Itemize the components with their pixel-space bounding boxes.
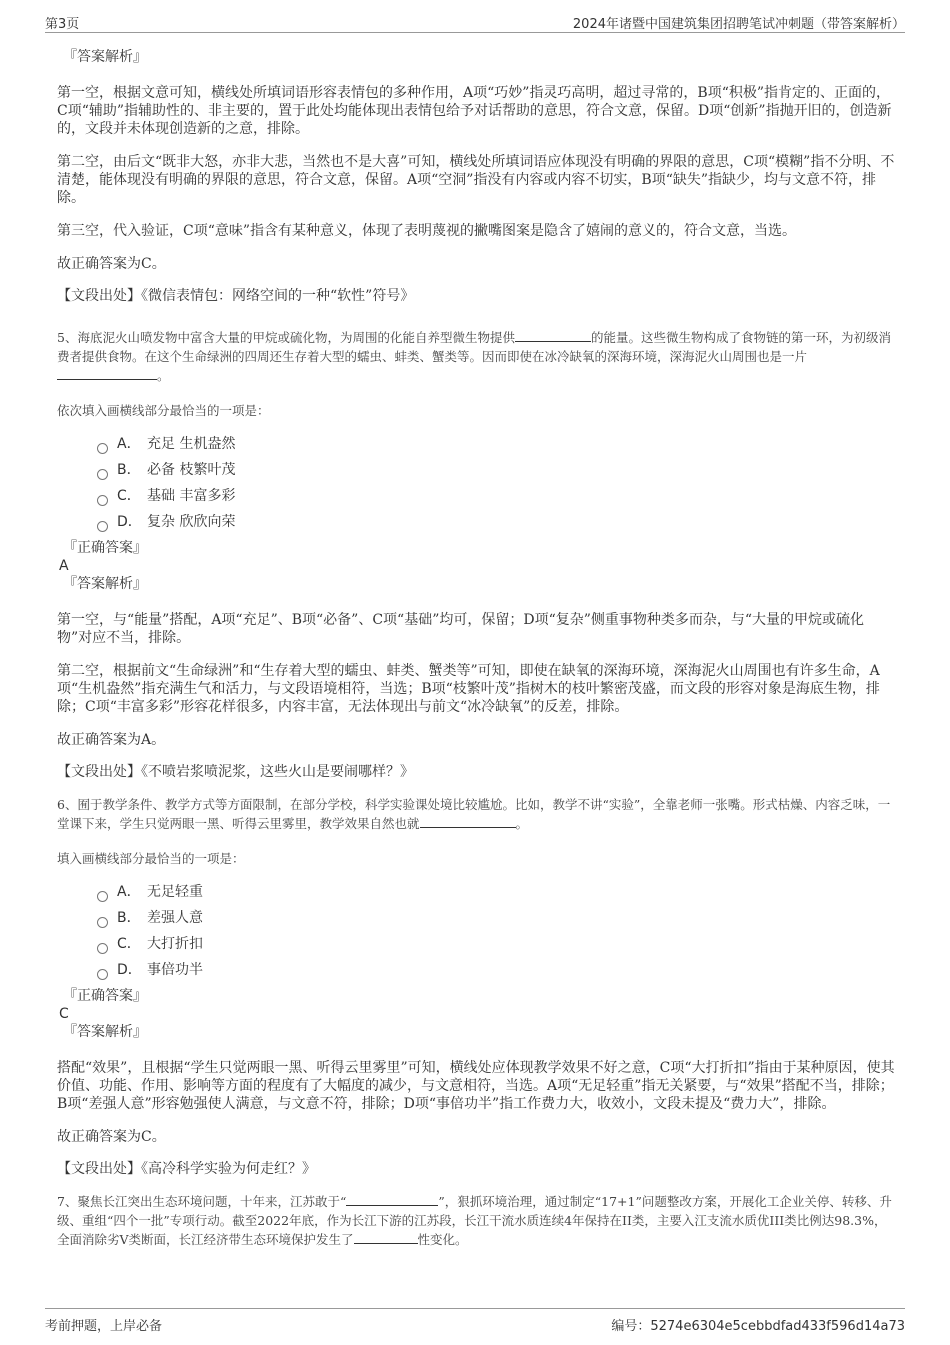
fill-blank — [57, 367, 157, 380]
answer-conclusion: 故正确答案为A。 — [57, 732, 166, 748]
fill-blank — [515, 329, 591, 342]
page-footer — [45, 1308, 905, 1333]
document-id: 编号：5274e6304e5cebbdfad433f596d14a73 — [611, 1319, 905, 1334]
question-7-text: 7、聚焦长江突出生态环境问题，十年来，江苏敢于“ ”，狠抓环境治理，通过制定“17+1”问题整改方案，开展化工企业关停、转移、升级、重组“四个一批”专项行动。截至2022年底，作为长江下游的江苏段，长江干流水质连续4年保持在II类，主要入江支流水质优III类比例达98.3%，全面消除劣V类断面，长江经济带生态环境保护发生了 性变化。 — [57, 1194, 892, 1247]
option-d[interactable]: D． 复杂 欣欣向荣 — [97, 509, 897, 535]
question-6-text: 6、囿于教学条件、教学方式等方面限制，在部分学校，科学实验课处境比较尴尬。比如，教学不讲“实验”，全靠老师一张嘴。形式枯燥、内容乏味，一堂课下来，学生只觉两眼一黑、听得云里雾里，教学效果自然也就 。 — [57, 797, 891, 831]
fill-blank — [420, 815, 516, 828]
correct-answer-tag: 『正确答案』 — [63, 540, 147, 556]
option-b[interactable]: B． 必备 枝繁叶茂 — [97, 457, 897, 483]
radio-icon[interactable] — [97, 469, 108, 480]
passage-source: 【文段出处】《不喷岩浆喷泥浆，这些火山是要闹哪样？》 — [57, 764, 414, 780]
radio-icon[interactable] — [97, 969, 108, 980]
radio-icon[interactable] — [97, 917, 108, 928]
option-d[interactable]: D． 事倍功半 — [97, 957, 897, 983]
passage-source: 【文段出处】《高冷科学实验为何走红？》 — [57, 1161, 316, 1177]
answer-conclusion: 故正确答案为C。 — [57, 1129, 166, 1145]
analysis-paragraph: 第一空，根据文意可知，横线处所填词语形容表情包的多种作用，A项“巧妙”指灵巧高明，超过寻常的，B项“积极”指肯定的、正面的，C项“辅助”指辅助性的、非主要的，置于此处均能体现出表情包给予对话帮助的意思，符合文意，保留。D项“创新”指抛开旧的，创造新的，文段并未体现创造新的之意，排除。 — [57, 85, 892, 137]
analysis-paragraph: 第一空，与“能量”搭配，A项“充足”、B项“必备”、C项“基础”均可，保留；D项“复杂”侧重事物种类多而杂，与“大量的甲烷或硫化物”对应不当，排除。 — [57, 612, 865, 646]
correct-answer: C — [59, 1006, 69, 1022]
radio-icon[interactable] — [97, 521, 108, 532]
analysis-paragraph: 第三空，代入验证，C项“意味”指含有某种意义，体现了表明蔑视的撇嘴图案是隐含了嬉闹的意义的，符合文意，当选。 — [57, 223, 797, 239]
footer-slogan: 考前押题，上岸必备 — [45, 1319, 163, 1334]
option-a[interactable]: A． 无足轻重 — [97, 879, 897, 905]
fill-blank — [346, 1193, 438, 1206]
analysis-tag: 『答案解析』 — [63, 49, 147, 65]
correct-answer-tag: 『正确答案』 — [63, 988, 147, 1004]
document-title: 2024年诸暨中国建筑集团招聘笔试冲刺题（带答案解析） — [572, 17, 905, 32]
option-c[interactable]: C． 大打折扣 — [97, 931, 897, 957]
option-c[interactable]: C． 基础 丰富多彩 — [97, 483, 897, 509]
correct-answer: A — [59, 558, 69, 574]
question-5-text: 5、海底泥火山喷发物中富含大量的甲烷或硫化物，为周围的化能自养型微生物提供 的能量。这些微生物构成了食物链的第一环，为初级消费者提供食物。在这个生命绿洲的四周还生存着大型的蠕虫、蚌类、蟹类等。因而即使在冰冷缺氧的深海环境，深海泥火山周围也是一片。 — [57, 330, 891, 383]
page-number: 第3页 — [45, 17, 80, 32]
answer-conclusion: 故正确答案为C。 — [57, 256, 166, 272]
page-header — [45, 10, 905, 33]
radio-icon[interactable] — [97, 443, 108, 454]
option-b[interactable]: B． 差强人意 — [97, 905, 897, 931]
passage-source: 【文段出处】《微信表情包：网络空间的一种“软性”符号》 — [57, 288, 415, 304]
document-content — [57, 45, 897, 1249]
question-6-options — [57, 879, 897, 983]
question-prompt: 依次填入画横线部分最恰当的一项是： — [57, 403, 270, 418]
analysis-paragraph: 搭配“效果”，且根据“学生只觉两眼一黑、听得云里雾里”可知，横线处应体现教学效果不好之意，C项“大打折扣”指由于某种原因，使其价值、功能、作用、影响等方面的程度有了大幅度的减少，与文意相符，当选。A项“无足轻重”指无关紧要，与“效果”搭配不当，排除；B项“差强人意”形容勉强使人满意，与文意不符，排除；D项“事倍功半”指工作费力大，收效小，文段未提及“费力大”，排除。 — [57, 1060, 895, 1112]
analysis-paragraph: 第二空，根据前文“生命绿洲”和“生存着大型的蠕虫、蚌类、蟹类等”可知，即使在缺氧的深海环境，深海泥火山周围也有许多生命，A项“生机盎然”指充满生气和活力，与文段语境相符，当选；B项“枝繁叶茂”指树木的枝叶繁密茂盛，而文段的形容对象是海底生物，排除；C项“丰富多彩”形容花样很多，内容丰富，无法体现出与前文“冰冷缺氧”的反差，排除。 — [57, 663, 880, 715]
analysis-tag: 『答案解析』 — [63, 576, 147, 592]
option-a[interactable]: A． 充足 生机盎然 — [97, 431, 897, 457]
question-5-options — [57, 431, 897, 535]
analysis-tag: 『答案解析』 — [63, 1024, 147, 1040]
radio-icon[interactable] — [97, 495, 108, 506]
radio-icon[interactable] — [97, 943, 108, 954]
analysis-paragraph: 第二空，由后文“既非大怒，亦非大悲，当然也不是大喜”可知，横线处所填词语应体现没有明确的界限的意思，C项“模糊”指不分明、不清楚，能体现没有明确的界限的意思，符合文意，保留。A项“空洞”指没有内容或内容不切实，B项“缺失”指缺少，均与文意不符，排除。 — [57, 154, 895, 206]
radio-icon[interactable] — [97, 891, 108, 902]
fill-blank — [354, 1231, 418, 1244]
question-prompt: 填入画横线部分最恰当的一项是： — [57, 851, 245, 866]
